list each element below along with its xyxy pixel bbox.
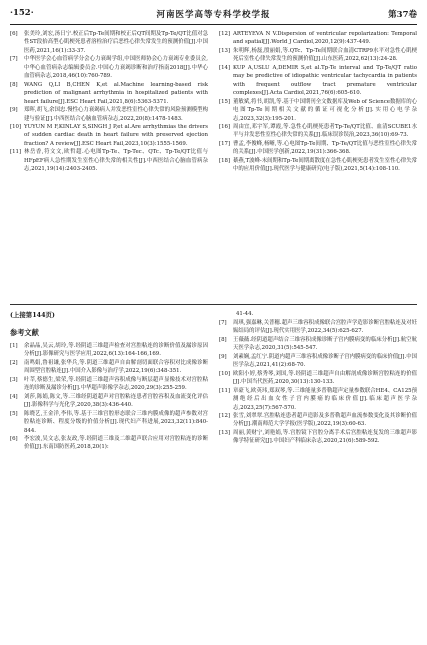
reference-text: 刘莎,陈娟,陈文,等.三维经阴道超声对宫腔粘连患者宫腔容积及血流变化评估[J].影像科学与光化学,2020,38(3):436-440. [24, 393, 208, 409]
reference-item [10, 148, 208, 173]
reference-item [10, 393, 208, 410]
continued-reference-fragment: 41-44. [236, 311, 254, 317]
reference-text: 周由宜,邓宇军,谭霞,等.急性心肌梗死患者Tp-Te/QT比值、血清SCUBE1水平与并发恶性室性心律失常的关系[J].临床误诊误治,2023,36(10):69-73. [233, 123, 417, 139]
reference-item [219, 353, 417, 370]
section-title: 参考文献 [10, 328, 39, 337]
reference-text: 张美玲,刘宏,汤日宁.校正后Tp-Te间期和校正后QT间期及Tp-Te/QT比值对急性ST段抬高型心肌梗死患者溶栓治疗后恶性心律失常发生的预测价值[J].中国医药,2021,16(1):33-37. [24, 31, 208, 54]
reference-item [219, 387, 417, 412]
journal-title: 河南医学高等专科学校学报 [156, 10, 271, 20]
reference-number: [3] [10, 376, 18, 383]
reference-list [10, 342, 208, 452]
reference-number: [6] [10, 31, 18, 37]
references-bottom-left-column [10, 342, 208, 452]
reference-text: 周琪,强嘉琳,关普穗.超声三维容积成像联合宫腔声学造影诊断宫腔粘连及对妊娠结局的评估[J].现代实用医学,2022,34(5):625-627. [233, 320, 417, 335]
reference-text: 周丽,黄财宁,刘艳娟,等.宫腔镜下宫腔分离手术后宫腔粘连复发的三维超声影像学特征研究[J].中国妇产科临床杂志,2020,21(6):589-592. [233, 429, 417, 445]
reference-text: 陈晓艺,王金洋,李伟,等.基于三维宫腔形态联合三维内膜成像的超声参数对宫腔粘连诊断、程度分级的价值分析[J].现代妇产科进展,2023,32(11):840-844. [24, 410, 208, 434]
references-top-right-column [219, 30, 417, 174]
reference-number: [12] [219, 412, 231, 419]
reference-number: [16] [219, 123, 231, 130]
reference-number: [15] [219, 98, 231, 105]
reference-text: 王薇薇.经阴道超声结合三维容积成像诊断子宫内膜病变的临床分析[J].航空航天医学杂志,2020,31(5):545-547. [233, 336, 417, 352]
references-bottom-right-column [219, 319, 417, 446]
reference-text: 郑晖,胡飞,余国忠.慢性心力衰竭病人并发恶性室性心律失常的风险预测模型构建与验证[J].中西医结合心脑血管病杂志,2022,20(8):1478-1483. [24, 107, 208, 122]
reference-text: 欧阳小婷,蔡秀琴,刘国,等.经阴道三维超声自由解剖成像诊断宫腔粘连的价值[J].中国当代医药,2020,30(13):130-133. [233, 370, 417, 386]
reference-number: [6] [10, 435, 18, 442]
reference-item [219, 30, 417, 47]
reference-text: 叶莘,蔡德生,梁荣,等.经阴道三维超声容积成像与断层超声显像技术对宫腔粘连的诊断及漏诊分析[J].中华超声影像学杂志,2020,29(3):255-259. [24, 376, 208, 392]
reference-item [219, 336, 417, 353]
section-divider [10, 304, 417, 305]
reference-number: [5] [10, 410, 18, 417]
reference-number: [7] [219, 320, 227, 326]
reference-number: [18] [219, 157, 231, 164]
continued-from-note: (上接第144页) [10, 311, 55, 319]
reference-list [219, 30, 417, 174]
reference-text: 林岳香,符文文,欧哲超.心电图Tp-Te、Tp-Tec、QTc、Tp-Te/QT比值与HFpEF病人急性期发生室性心律失常的相关性[J].中西医结合心脑血管病杂志,2021,19(14):2403-2405. [24, 149, 208, 173]
reference-number: [17] [219, 140, 231, 147]
reference-number: [2] [10, 359, 18, 366]
reference-number: [8] [219, 336, 227, 343]
reference-item [219, 319, 417, 336]
reference-item [219, 157, 417, 174]
reference-number: [12] [219, 31, 231, 37]
reference-text: 曹孟,李俊峰,杨晰,等.心电图Tp-Te间期、Tp-Te/QT比值与恶性室性心律失常的关系[J].中国医学创新,2022,19(31):366-368. [233, 140, 417, 156]
reference-number: [8] [10, 81, 18, 88]
reference-item [219, 412, 417, 429]
reference-item [10, 81, 208, 106]
reference-text: 中华医学会心血管病学分会心力衰竭学组,中国医师协会心力衰竭专业委员会,中华心血管病杂志编辑委员会.中国心力衰竭诊断和治疗指南2018[J].中华心血管病杂志,2018,46(10):760-789. [24, 56, 208, 80]
reference-item [10, 106, 208, 123]
reference-item [10, 123, 208, 148]
reference-number: [11] [219, 387, 231, 394]
reference-text: 南鸣娟,鲁祖谦,张华兵,等.阴道三维超声自由解剖切面联合容积对比成像诊断周围型宫腔粘连[J].中国介入影像与治疗学,2022,19(6):348-351. [24, 359, 208, 375]
reference-number: [13] [219, 429, 231, 436]
reference-number: [11] [10, 149, 22, 156]
reference-text: 董敏斌,将书,胡凯,等.基于中国期刊全文数据库及Web of Science数据库的心电图Tp-Te间期相关文献的循证可视化分析[J].实用心电学杂志,2023,32(3):195-201. [233, 98, 417, 122]
reference-list [10, 30, 208, 174]
reference-number: [1] [10, 343, 18, 349]
reference-text: 刘素娴,孟红宁.阴道内超声三维容积成像诊断子宫内膜病变的临床价值[J].中国医学杂志,2021,41(2):68-70. [233, 353, 418, 369]
reference-text: YUYUN M F,KINLAY S,SINGH J P,et al.Are arrhythmias the drivers of sudden cardiac death in heart failure with preserved ejection fraction? A review[J].ESC Heart Fail,2023,10(3):1555-1569. [24, 123, 208, 147]
reference-item [219, 98, 417, 123]
reference-item [219, 370, 417, 387]
reference-number: [9] [10, 107, 18, 114]
references-top-left-column [10, 30, 208, 174]
reference-item [219, 64, 417, 98]
reference-text: 张雪,刘翠翠.宫腔粘连患者超声造影及多普勒超声血流参数变化及其诊断价值分析[J].潮南师范大学学报(医学版),2022,19(3):60-63. [233, 412, 417, 428]
reference-item [219, 429, 417, 446]
page-header [10, 6, 417, 25]
volume-number: 第37卷 [388, 10, 417, 20]
reference-number: [13] [219, 47, 231, 54]
reference-item [10, 410, 208, 435]
reference-text: 章豪飞,欧英玮,郑双琴,等.三维能量多普勒超声定量参数联合HE4、CA125预测绝经后出血女性子宫内膜癌的临床价值[J].临床超声医学杂志,2023,25(7):567-570. [233, 387, 417, 411]
reference-number: [10] [219, 370, 231, 377]
reference-text: 余晶晶,吴云,胡玲,等.经阴道三维超声检查对宫腔粘连的诊断价值及漏诊原因分析[J].影像研究与医学应用,2022,6(13):164-166,169. [24, 343, 208, 358]
reference-item [10, 30, 208, 55]
reference-item [219, 47, 417, 64]
reference-number: [14] [219, 64, 231, 71]
reference-text: 綦燕,T波峰-末间期和Tp-Te间期离散度在急性心肌梗死患者发生室性心律失常中的应用价值[J].现代医学与健康研究(电子版),2021,5(14):108-110. [233, 157, 417, 173]
reference-item [219, 140, 417, 157]
reference-item [10, 342, 208, 359]
reference-item [10, 376, 208, 393]
reference-text: KUP A,USLU A,DEMIR S,et al.Tp-Te interval and Tp-Te/QT ratio may be predictive of idiopathic ventricular tachycardia in patients with frequent outflow tract premature ventricular complexes[J].Acta Cardiol,2021,76(6):605-610. [233, 64, 417, 97]
page-number: ·152· [10, 8, 34, 18]
reference-text: WANG Q,LI B,CHEN K,et al.Machine learning-based risk prediction of malignant arrhythmia in hospitalized patients with heart failure[J].ESC Heart Fail,2021,8(6):5363-5371. [24, 81, 208, 105]
reference-item [10, 55, 208, 80]
reference-text: 朱明辉,杨磊,殷丽娟,等.QTc、Tp-Te间期联合血清CTRP9水平对急性心肌梗死后室性心律失常发生的预测价值[J].山东医药,2022,62(13):24-28. [233, 47, 417, 63]
reference-text: 李宏波,吴文志,张友政,等.经阴道三维及二维超声联合应用对宫腔粘连的诊断价值[J].东南国防医药,2018,20(1): [24, 435, 208, 451]
reference-list [219, 319, 417, 446]
reference-number: [4] [10, 393, 18, 400]
reference-item [10, 359, 208, 376]
reference-number: [7] [10, 56, 18, 63]
reference-number: [10] [10, 123, 22, 130]
reference-item [10, 435, 208, 452]
reference-item [219, 123, 417, 140]
reference-number: [9] [219, 353, 227, 360]
reference-text: ARTEYEVA N V.Dispersion of ventricular repolarization: Temporal and spatial[J].World J Cardiol,2020,12(9):437-449. [233, 31, 417, 46]
